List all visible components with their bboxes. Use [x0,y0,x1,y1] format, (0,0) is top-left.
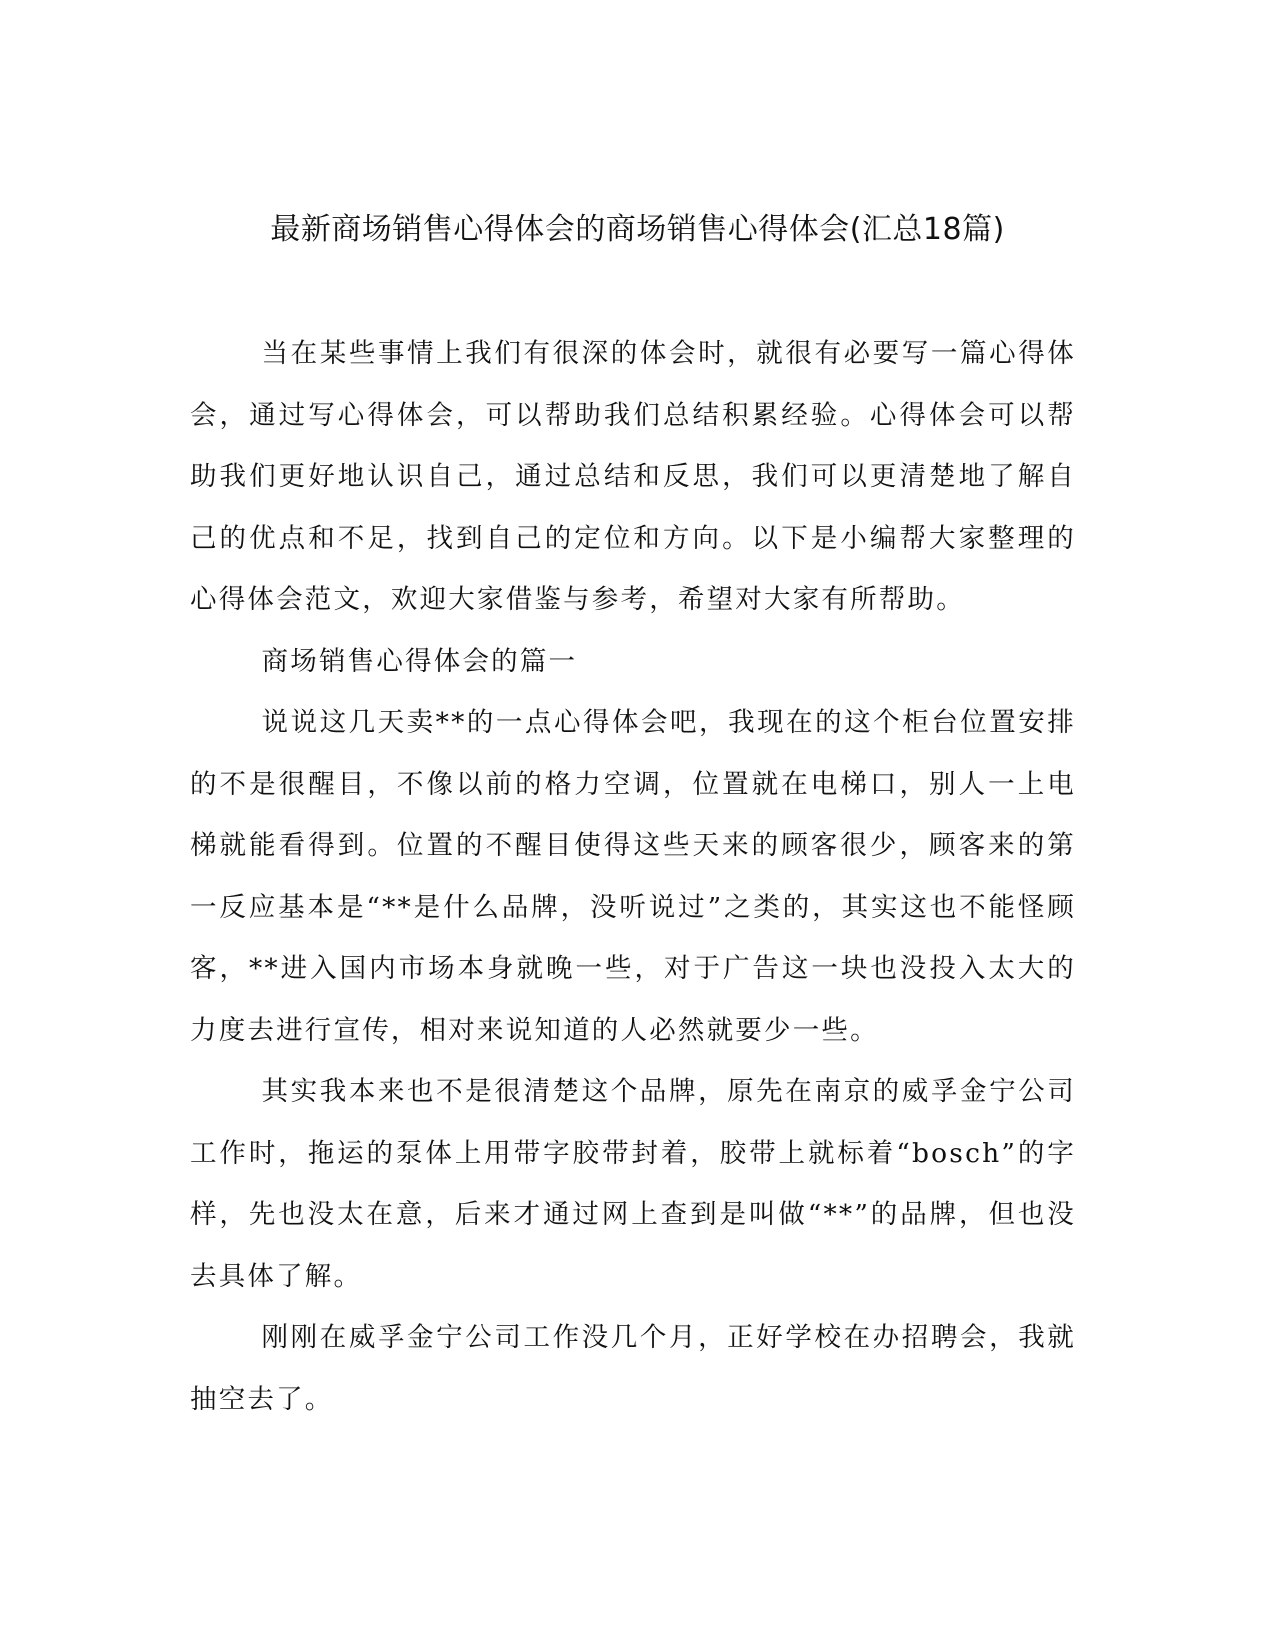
body-paragraph: 刚刚在威孚金宁公司工作没几个月，正好学校在办招聘会，我就抽空去了。 [190,1322,1076,1415]
body-paragraph: 其实我本来也不是很清楚这个品牌，原先在南京的威孚金宁公司工作时，拖运的泵体上用带字胶带封着，胶带上就标着“bosch”的字样，先也没太在意，后来才通过网上查到是叫做“**”的品牌，但也没去具体了解。 [190,1076,1076,1292]
section-heading: 商场销售心得体会的篇一 [261,645,578,677]
body-paragraph: 说说这几天卖**的一点心得体会吧，我现在的这个柜台位置安排的不是很醒目，不像以前的格力空调，位置就在电梯口，别人一上电梯就能看得到。位置的不醒目使得这些天来的顾客很少，顾客来的第一反应基本是“**是什么品牌，没听说过”之类的，其实这也不能怪顾客，**进入国内市场本身就晚一些，对于广告这一块也没投入太大的力度去进行宣传，相对来说知道的人必然就要少一些。 [190,707,1076,1046]
intro-paragraph: 当在某些事情上我们有很深的体会时，就很有必要写一篇心得体会，通过写心得体会，可以帮助我们总结积累经验。心得体会可以帮助我们更好地认识自己，通过总结和反思，我们可以更清楚地了解自己的优点和不足，找到自己的定位和方向。以下是小编帮大家整理的心得体会范文，欢迎大家借鉴与参考，希望对大家有所帮助。 [190,338,1076,615]
document-body [190,323,1076,1430]
document-title: 最新商场销售心得体会的商场销售心得体会(汇总18篇) [270,212,1005,247]
